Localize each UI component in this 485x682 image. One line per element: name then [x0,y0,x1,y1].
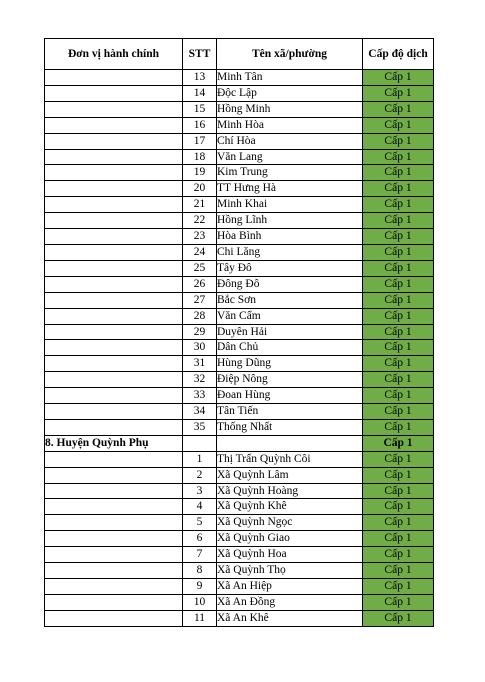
cell-unit [45,610,183,626]
table-row [45,260,434,276]
cell-level: Cấp 1 [363,388,434,404]
cell-stt: 9 [183,579,217,595]
cell-stt: 6 [183,531,217,547]
table-row [45,197,434,213]
header-stt: STT [183,39,217,70]
cell-unit [45,404,183,420]
table-row [45,515,434,531]
cell-unit [45,451,183,467]
cell-unit [45,531,183,547]
cell-unit [45,356,183,372]
cell-unit [45,547,183,563]
cell-level: Cấp 1 [363,340,434,356]
table-row [45,610,434,626]
cell-level: Cấp 1 [363,70,434,86]
cell-unit [45,308,183,324]
cell-stt: 13 [183,70,217,86]
cell-stt: 3 [183,483,217,499]
cell-commune-name: Đông Đô [217,276,363,292]
cell-commune-name: Xã An Khê [217,610,363,626]
table-row [45,101,434,117]
cell-unit [45,85,183,101]
cell-stt: 16 [183,117,217,133]
cell-level: Cấp 1 [363,499,434,515]
cell-level: Cấp 1 [363,356,434,372]
cell-level: Cấp 1 [363,229,434,245]
table-row [45,483,434,499]
table-row [45,276,434,292]
cell-level: Cấp 1 [363,292,434,308]
cell-commune-name: Văn Cẩm [217,308,363,324]
cell-stt: 22 [183,213,217,229]
cell-level: Cấp 1 [363,244,434,260]
cell-commune-name: Kim Trung [217,165,363,181]
cell-level: Cấp 1 [363,563,434,579]
cell-stt: 5 [183,515,217,531]
cell-unit: 8. Huyện Quỳnh Phụ [45,435,183,451]
cell-stt: 24 [183,244,217,260]
cell-unit [45,419,183,435]
cell-level: Cấp 1 [363,133,434,149]
cell-level: Cấp 1 [363,149,434,165]
cell-commune-name: Xã Quỳnh Giao [217,531,363,547]
cell-level: Cấp 1 [363,547,434,563]
cell-stt: 7 [183,547,217,563]
table-row [45,229,434,245]
cell-unit [45,213,183,229]
table-row [45,356,434,372]
cell-stt: 33 [183,388,217,404]
cell-unit [45,117,183,133]
cell-stt: 21 [183,197,217,213]
cell-commune-name [217,435,363,451]
cell-level: Cấp 1 [363,451,434,467]
cell-level: Cấp 1 [363,515,434,531]
cell-stt: 18 [183,149,217,165]
cell-level: Cấp 1 [363,324,434,340]
cell-level: Cấp 1 [363,531,434,547]
table-row [45,292,434,308]
cell-commune-name: Xã Quỳnh Hoa [217,547,363,563]
cell-commune-name: Xã Quỳnh Thọ [217,563,363,579]
cell-stt [183,435,217,451]
table-row [45,451,434,467]
cell-unit [45,260,183,276]
cell-level: Cấp 1 [363,610,434,626]
cell-commune-name: Hòa Bình [217,229,363,245]
cell-commune-name: Chi Lăng [217,244,363,260]
table-row [45,404,434,420]
cell-stt: 4 [183,499,217,515]
table-row [45,324,434,340]
cell-level: Cấp 1 [363,85,434,101]
cell-unit [45,149,183,165]
cell-stt: 29 [183,324,217,340]
cell-stt: 10 [183,594,217,610]
cell-stt: 32 [183,372,217,388]
cell-unit [45,70,183,86]
cell-level: Cấp 1 [363,213,434,229]
cell-unit [45,372,183,388]
cell-stt: 23 [183,229,217,245]
cell-level: Cấp 1 [363,372,434,388]
cell-commune-name: Hồng Minh [217,101,363,117]
cell-stt: 20 [183,181,217,197]
table-row [45,435,434,451]
table-row [45,594,434,610]
cell-commune-name: Duyên Hải [217,324,363,340]
table-header [45,39,434,70]
cell-commune-name: Xã Quỳnh Lâm [217,467,363,483]
table-row [45,340,434,356]
table-row [45,149,434,165]
cell-unit [45,165,183,181]
cell-unit [45,197,183,213]
cell-commune-name: Xã Quỳnh Ngọc [217,515,363,531]
table-row [45,372,434,388]
cell-commune-name: Đoan Hùng [217,388,363,404]
table-row [45,419,434,435]
cell-commune-name: Minh Tân [217,70,363,86]
cell-commune-name: Xã Quỳnh Khê [217,499,363,515]
cell-stt: 2 [183,467,217,483]
cell-unit [45,388,183,404]
cell-commune-name: Tây Đô [217,260,363,276]
table-row [45,531,434,547]
cell-commune-name: Chí Hòa [217,133,363,149]
cell-level: Cấp 1 [363,579,434,595]
cell-unit [45,579,183,595]
cell-stt: 25 [183,260,217,276]
table-row [45,308,434,324]
cell-stt: 34 [183,404,217,420]
cell-commune-name: Hùng Dũng [217,356,363,372]
cell-commune-name: Xã An Hiệp [217,579,363,595]
header-row [45,39,434,70]
cell-level: Cấp 1 [363,435,434,451]
cell-unit [45,594,183,610]
table-row [45,70,434,86]
table-row [45,579,434,595]
header-unit: Đơn vị hành chính [45,39,183,70]
cell-unit [45,276,183,292]
cell-stt: 19 [183,165,217,181]
table-body [45,70,434,627]
cell-commune-name: Xã An Đồng [217,594,363,610]
cell-stt: 8 [183,563,217,579]
epidemic-level-table [44,38,434,627]
table-row [45,499,434,515]
cell-level: Cấp 1 [363,419,434,435]
cell-stt: 11 [183,610,217,626]
cell-level: Cấp 1 [363,308,434,324]
cell-commune-name: Điệp Nông [217,372,363,388]
table-row [45,133,434,149]
table-row [45,388,434,404]
cell-commune-name: Tân Tiến [217,404,363,420]
cell-commune-name: Bắc Sơn [217,292,363,308]
cell-level: Cấp 1 [363,165,434,181]
table-row [45,563,434,579]
cell-unit [45,244,183,260]
cell-stt: 31 [183,356,217,372]
cell-commune-name: Minh Khai [217,197,363,213]
cell-stt: 17 [183,133,217,149]
cell-level: Cấp 1 [363,276,434,292]
table-row [45,181,434,197]
cell-unit [45,101,183,117]
table-row [45,85,434,101]
cell-unit [45,181,183,197]
cell-unit [45,515,183,531]
cell-stt: 14 [183,85,217,101]
cell-unit [45,499,183,515]
cell-commune-name: Hồng Lĩnh [217,213,363,229]
cell-stt: 28 [183,308,217,324]
header-level: Cấp độ dịch [363,39,434,70]
cell-level: Cấp 1 [363,117,434,133]
cell-commune-name: Độc Lập [217,85,363,101]
cell-stt: 15 [183,101,217,117]
table-row [45,213,434,229]
table-row [45,467,434,483]
cell-level: Cấp 1 [363,197,434,213]
cell-unit [45,324,183,340]
cell-unit [45,467,183,483]
cell-level: Cấp 1 [363,467,434,483]
cell-unit [45,292,183,308]
cell-level: Cấp 1 [363,181,434,197]
cell-level: Cấp 1 [363,483,434,499]
header-name: Tên xã/phường [217,39,363,70]
cell-stt: 35 [183,419,217,435]
cell-unit [45,563,183,579]
table-row [45,547,434,563]
cell-commune-name: TT Hưng Hà [217,181,363,197]
table-row [45,117,434,133]
table-row [45,165,434,181]
cell-commune-name: Văn Lang [217,149,363,165]
cell-unit [45,483,183,499]
cell-stt: 27 [183,292,217,308]
cell-commune-name: Minh Hòa [217,117,363,133]
cell-unit [45,229,183,245]
cell-unit [45,133,183,149]
cell-commune-name: Dân Chủ [217,340,363,356]
cell-unit [45,340,183,356]
cell-level: Cấp 1 [363,404,434,420]
cell-level: Cấp 1 [363,594,434,610]
table-row [45,244,434,260]
cell-stt: 1 [183,451,217,467]
cell-level: Cấp 1 [363,260,434,276]
cell-level: Cấp 1 [363,101,434,117]
cell-commune-name: Xã Quỳnh Hoàng [217,483,363,499]
cell-commune-name: Thống Nhất [217,419,363,435]
cell-stt: 30 [183,340,217,356]
cell-commune-name: Thị Trấn Quỳnh Côi [217,451,363,467]
cell-stt: 26 [183,276,217,292]
